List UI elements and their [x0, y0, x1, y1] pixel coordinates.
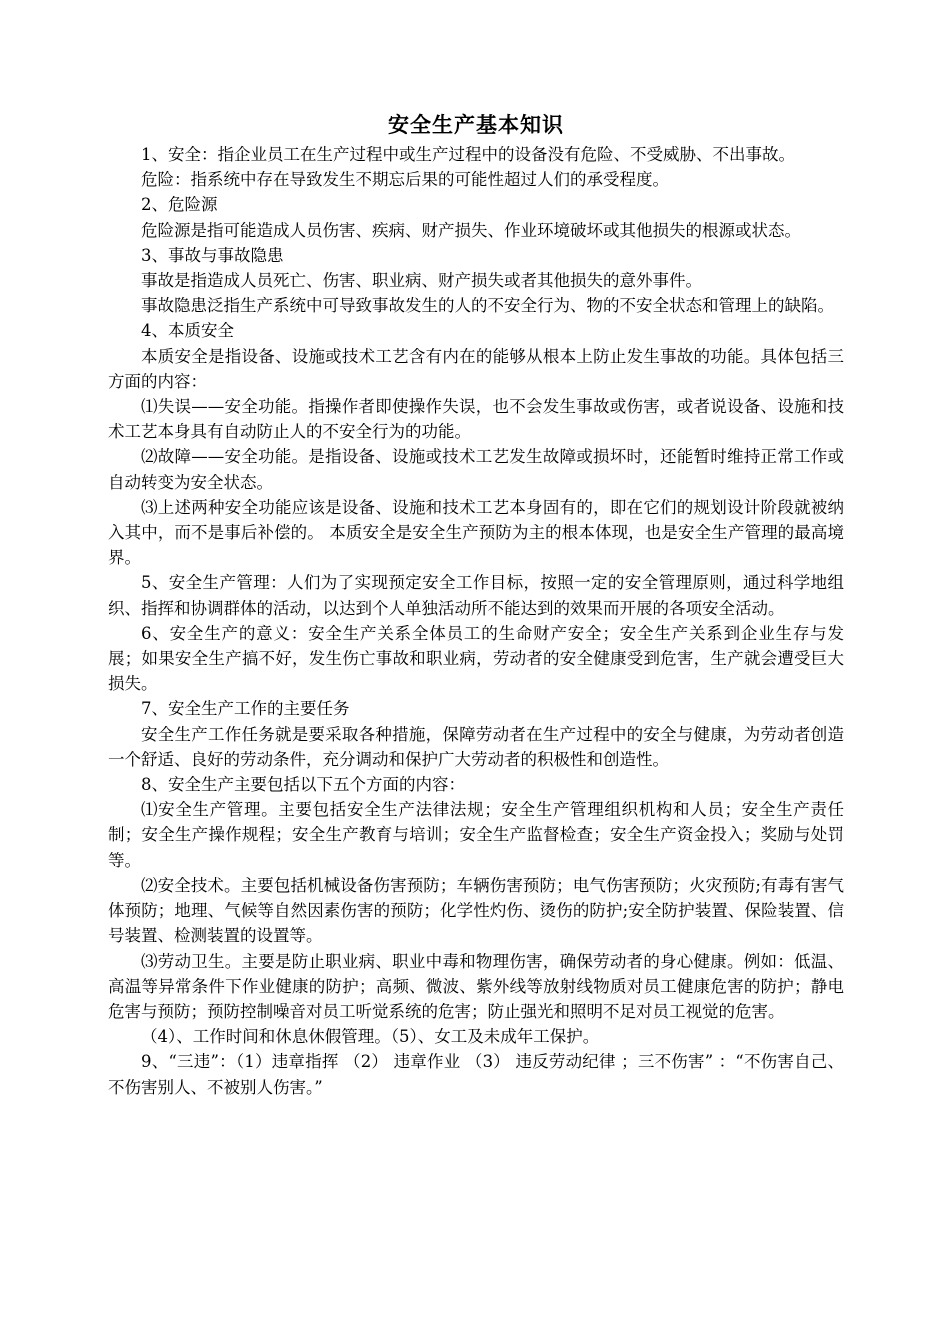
paragraph-22: 9、“三违”：（1）违章指挥 （2） 违章作业 （3） 违反劳动纪律 ；三不伤害” ：“不伤害自己、不伤害别人、不被别人伤害。”	[108, 1052, 844, 1097]
paragraph-5: 3、事故与事故隐患	[141, 245, 284, 265]
paragraph-7: 事故隐患泛指生产系统中可导致事故发生的人的不安全行为、物的不安全状态和管理上的缺陷。	[141, 296, 834, 316]
paragraph-17: 8、安全生产主要包括以下五个方面的内容：	[141, 775, 465, 795]
paragraph-16: 安全生产工作任务就是要采取各种措施，保障劳动者在生产过程中的安全与健康，为劳动者创造一个舒适、良好的劳动条件，充分调动和保护广大劳动者的积极性和创造性。	[108, 724, 844, 769]
paragraph-2: 危险：指系统中存在导致发生不期忘后果的可能性超过人们的承受程度。	[141, 170, 669, 190]
paragraph-11: ⑵故障——安全功能。是指设备、设施或技术工艺发生故障或损坏时，还能暂时维持正常工作或自动转变为安全状态。	[108, 447, 844, 492]
paragraph-14: 6、安全生产的意义：安全生产关系全体员工的生命财产安全；安全生产关系到企业生存与发展；如果安全生产搞不好，发生伤亡事故和职业病，劳动者的安全健康受到危害，生产就会遭受巨大损失。	[108, 623, 844, 694]
paragraph-9: 本质安全是指设备、设施或技术工艺含有内在的能够从根本上防止发生事故的功能。具体包括三方面的内容：	[108, 346, 844, 391]
paragraph-10: ⑴失误——安全功能。指操作者即使操作失误，也不会发生事故或伤害，或者说设备、设施和技术工艺本身具有自动防止人的不安全行为的功能。	[108, 397, 844, 442]
paragraph-19: ⑵安全技术。主要包括机械设备伤害预防；车辆伤害预防；电气伤害预防；火灾预防;有毒有害气体预防；地理、气候等自然因素伤害的预防；化学性灼伤、烫伤的防护;安全防护装置、保险装置、信号装置、检测装置的设置等。	[108, 875, 844, 946]
paragraph-3: 2、危险源	[141, 195, 218, 215]
paragraph-18: ⑴安全生产管理。主要包括安全生产法律法规；安全生产管理组织机构和人员；安全生产责任制；安全生产操作规程；安全生产教育与培训；安全生产监督检查；安全生产资金投入；奖励与处罚等。	[108, 800, 844, 870]
paragraph-4: 危险源是指可能造成人员伤害、疾病、财产损失、作业环境破坏或其他损失的根源或状态。	[141, 220, 801, 240]
paragraph-21: （4）、工作时间和休息休假管理。（5）、女工及未成年工保护。	[141, 1027, 600, 1047]
paragraph-13: 5、安全生产管理：人们为了实现预定安全工作目标，按照一定的安全管理原则，通过科学地组织、指挥和协调群体的活动，以达到个人单独活动所不能达到的效果而开展的各项安全活动。	[108, 573, 844, 618]
paragraph-6: 事故是指造成人员死亡、伤害、职业病、财产损失或者其他损失的意外事件。	[141, 271, 702, 291]
paragraph-20: ⑶劳动卫生。主要是防止职业病、职业中毒和物理伤害，确保劳动者的身心健康。例如：低温、高温等异常条件下作业健康的防护；高频、微波、紫外线等放射线物质对员工健康危害的防护；静电危害与预防；预防控制噪音对员工听觉系统的危害；防止强光和照明不足对员工视觉的危害。	[108, 951, 844, 1021]
paragraph-15: 7、安全生产工作的主要任务	[141, 699, 350, 719]
page-title: 安全生产基本知识	[388, 113, 564, 137]
document-page	[108, 108, 844, 1100]
paragraph-1: 1、安全：指企业员工在生产过程中或生产过程中的设备没有危险、不受威胁、不出事故。	[141, 145, 795, 164]
paragraph-12: ⑶上述两种安全功能应该是设备、设施和技术工艺本身固有的，即在它们的规划设计阶段就被纳入其中，而不是事后补偿的。 本质安全是安全生产预防为主的根本体现，也是安全生产管理的最高境界。	[108, 497, 844, 568]
paragraph-8: 4、本质安全	[141, 321, 234, 341]
